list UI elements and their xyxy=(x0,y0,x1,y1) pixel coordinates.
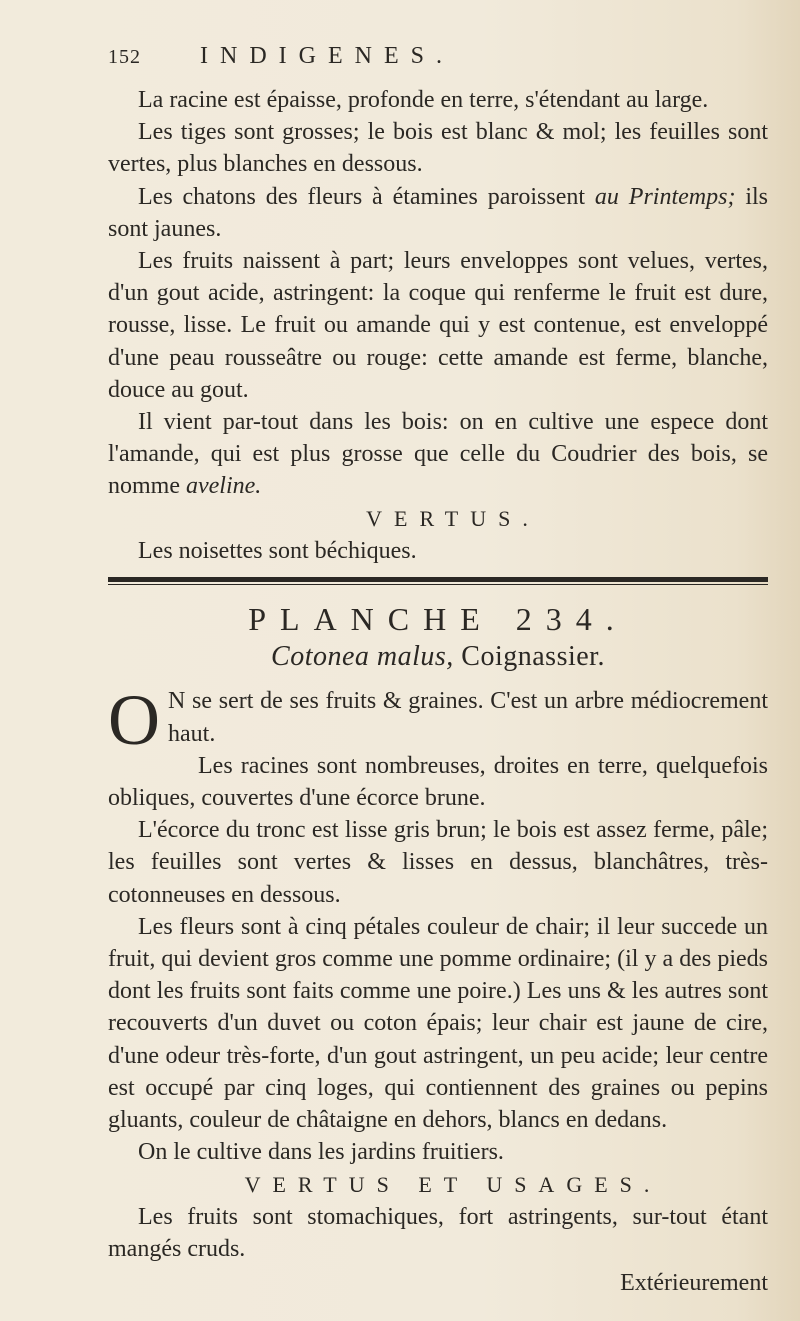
page-header xyxy=(108,40,768,84)
divider-thick-rule xyxy=(108,577,768,582)
paragraph-roots: Les racines sont nombreuses, droites en terre, quelquefois obliques, couvertes d'une écorce brune. xyxy=(108,752,768,812)
section-heading-vertus-usages: VERTUS ET USAGES. xyxy=(244,1171,662,1197)
catchword: Extérieurement xyxy=(620,1270,768,1297)
paragraph-root: La racine est épaisse, profonde en terre, s'étendant au large. xyxy=(138,87,709,113)
intro-text: N se sert de ses fruits & graines. C'est un arbre médiocrement haut. xyxy=(168,688,768,747)
paragraph-flowers: Les fleurs sont à cinq pétales couleur de chair; il leur succede un fruit, qui devient gros comme une pomme ordinaire; (il y a des pieds dont les fruits sont faits comme une poire.) Les uns & les autres sont recouverts d'un duvet ou coton épais; leur chair est jaune de cire, d'une odeur très-forte, d'un gout astringent, un peu acide; leur centre est occupé par cinq loges, qui contiennent des graines ou pepins gluants, couleur de châtaigne en dehors, blancs en dedans. xyxy=(108,913,768,1134)
running-head: INDIGENES. xyxy=(200,43,454,69)
paragraph-virtues: Les noisettes sont béchiques. xyxy=(138,537,417,564)
paragraph-bark: L'écorce du tronc est lisse gris brun; le bois est assez ferme, pâle; les feuilles sont vertes & lisses en dessus, blanchâtres, très-cotonneuses en dessous. xyxy=(108,817,768,908)
paragraph-intro xyxy=(108,680,768,761)
page-number: 152 xyxy=(108,46,141,68)
catkins-season: au Printemps; xyxy=(594,183,736,210)
paragraph-uses: Les fruits sont stomachiques, fort astringents, sur-tout étant mangés cruds. xyxy=(108,1203,768,1262)
habitat-text: Il vient par-tout dans les bois: on en cultive une espece dont l'amande, qui est plus grosse que celle du Coudrier des bois, se nomme xyxy=(108,409,768,500)
catkins-text-b: ils sont jaunes. xyxy=(108,183,768,242)
catkins-text-a: Les chatons des fleurs à étamines paroissent xyxy=(138,183,595,210)
divider-thin-rule xyxy=(108,584,768,585)
aveline-term: aveline. xyxy=(186,473,262,500)
paragraph-stems: Les tiges sont grosses; le bois est blanc & mol; les feuilles sont vertes, plus blanches en dessous. xyxy=(108,119,768,178)
plate-subtitle xyxy=(108,641,768,673)
paragraph-catkins xyxy=(108,181,768,245)
paragraph-cultivation: On le cultive dans les jardins fruitiers. xyxy=(138,1139,504,1166)
paragraph-habitat xyxy=(108,406,768,503)
plate-latin-name: Cotonea malus, xyxy=(271,641,454,673)
plate-common-name: Coignassier. xyxy=(453,641,605,673)
section-heading-vertus: VERTUS. xyxy=(366,505,540,531)
plate-title: PLANCHE 234. xyxy=(248,601,628,638)
section-divider xyxy=(108,577,768,585)
drop-cap: O xyxy=(108,680,160,761)
page-content xyxy=(108,40,768,1299)
paragraph-fruits: Les fruits naissent à part; leurs enveloppes sont velues, vertes, d'un gout acide, astringent: la coque qui renferme le fruit est dure, rousse, lisse. Le fruit ou amande qui y est contenue, est enveloppé d'une peau rousseâtre ou rouge: cette amande est ferme, blanche, douce au gout. xyxy=(108,248,768,403)
